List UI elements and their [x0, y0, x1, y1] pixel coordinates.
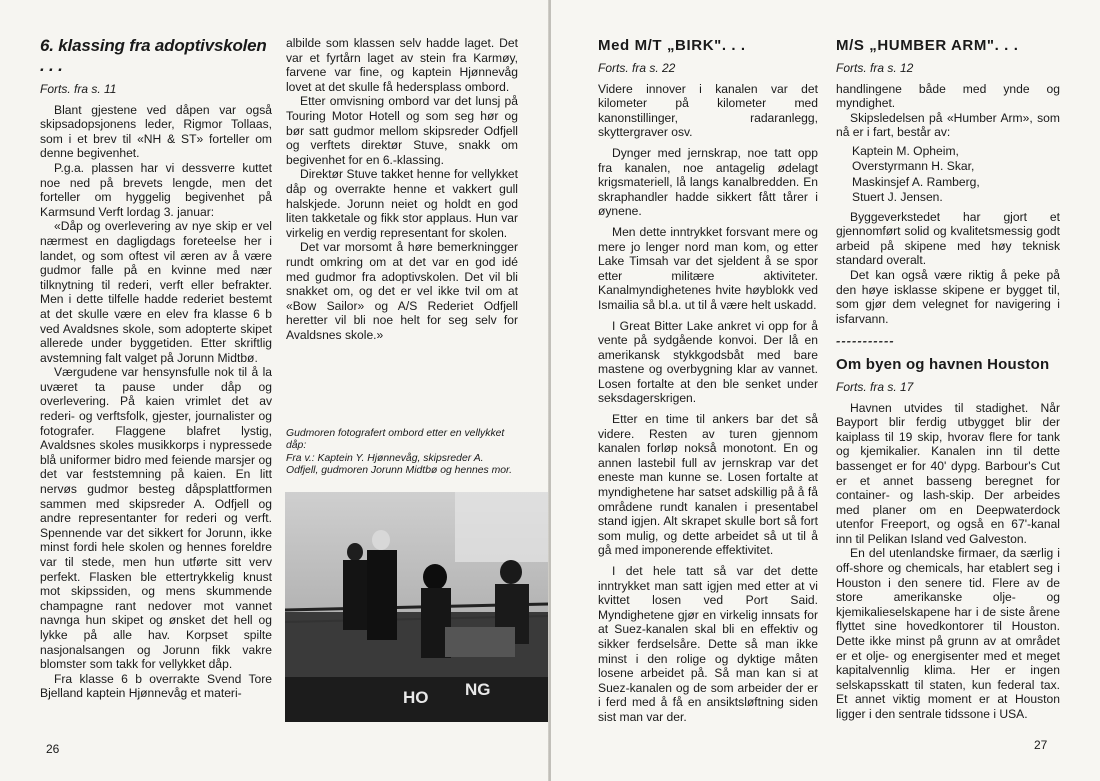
paragraph: I det hele tatt så var det dette inntrykket man satt igjen med etter at vi kvittet losen ved Port Said. Myndighetene gjør en virkelig innsats for at Suez-kanalen skal bli en effektiv og sikker ferdselsåre. Dette så man ikke minst i den rolige og dyktige måten losene arbeidet på. Så man kan si at Suez-kanalen og de som arbeider der er i ferd med å få en ansiktsløftning siden sist man var der. [598, 564, 818, 724]
crew-member: Overstyrmann H. Skar, [852, 159, 975, 174]
right-column-2 [836, 36, 1060, 722]
paragraph: handlingene både med ynde og myndighet. [836, 81, 1060, 111]
paragraph: P.g.a. plassen har vi dessverre kuttet noe ned på brevets lengde, men det forteller om hyggelig begivenhet på Karmsund Verft lordag 3. januar: [40, 160, 272, 219]
article-title: 6. klassing fra adoptivskolen . . . [40, 36, 267, 75]
page-number: 27 [1034, 738, 1048, 752]
houston-title: Om byen og havnen Houston [836, 355, 1050, 373]
hull-lettering-right: NG [465, 680, 491, 699]
paragraph: Fra klasse 6 b overrakte Svend Tore Bjelland kaptein Hjønnevåg et materi- [40, 671, 272, 701]
continued-note: Forts. fra s. 22 [598, 61, 676, 75]
paragraph: Etter omvisning ombord var det lunsj på Touring Motor Hotell og som seg hør og bør satt gudmor mellom skipsreder Odfjell og verftets direktør Stuve, snakk om begivenhet for en 6.-klassing. [286, 94, 518, 167]
continued-note: Forts. fra s. 17 [836, 379, 914, 394]
paragraph: Havnen utvides til stadighet. Når Bayport blir ferdig utbygget blir der kaiplass til 19 skip, hvorav flere for tank og kjemikalier. Kanalen inn til dette bassenget er for 40' dypg. Barbour's Cut er et annet basseng beregnet for container- og lash-skip. Der arbeides med planer om en Deepwaterdock utenfor Freeport, og også en 67'-kanal inn til Pelikan Island ved Galveston. [836, 400, 1060, 546]
paragraph: Dynger med jernskrap, noe tatt opp fra kanalen, noe antagelig ødelagt krigsmateriell, lå langs kanalbredden. En skraphandler hadde sikkert fått tårer i øynene. [598, 145, 818, 219]
quote-paragraph: «Dåp og overlevering av nye skip er vel nærmest en dagligdags foreteelse her i landet, og som oftest vil æren av å være gudmor falle på en kvinne med nær tilknytning til rederi, verft eller befrakter. Men i dette tilfelle hadde rederiet bestemt at det skulle være en elev fra klasse 6 b ved Avaldsnes skole, som adopterte skipet allerede under byggetiden. Etter skriftlig avstemning falt valget på Jorunn Midtbø. [40, 219, 272, 365]
paragraph: Byggeverkstedet har gjort et gjennomført solid og kvalitetsmessig godt arbeid på skipene med høy teknisk standard overalt. [836, 209, 1060, 268]
crew-member: Stuert J. Jensen. [852, 190, 943, 205]
left-page [0, 0, 549, 781]
continued-note: Forts. fra s. 11 [40, 82, 117, 96]
paragraph: En del utenlandske firmaer, da særlig i off-shore og chemicals, har etablert seg i Houston i den senere tid. Flere av de store amerikanske olje- og kjemikalieselskapene har i de siste årene flyttet sine hovedkontorer til Houston. Dette ikke minst på grunn av at området er et olje- og energisenter med et meget kapitalvennlig klima. Her er ingen selskapsskatt til staten, kun federal tax. Et annet viktig moment er at Houston ligger i den sentrale tidssone i USA. [836, 546, 1060, 721]
right-column-1 [598, 36, 818, 725]
photo-caption: Gudmoren fotografert ombord etter en vellykket dåp: Fra v.: Kaptein Y. Hjønnevåg, skipsreder A. Odfjell, gudmoren Jorunn Midtbø og hennes mor. [286, 428, 513, 477]
paragraph: Værgudene var hensynsfulle nok til å la uværet ta pause under dåp og overlevering. På kaien vrimlet det av rederi- og verftsfolk, gjester, journalister og fotografer. Flaggene blafret lystig, Avaldsnes skoles musikkorps i nypressede blå uniformer bidro med feiende marsjer og det var feststemning på kaien. En litt nervøs gudmor besteg dåpsplattformen sammen med skipsreder A. Odfjell og andre representanter for rederi og verft. Spennende var det sikkert for Jorunn, ikke minst fordi hele skolen og hennes foreldre var til stede, men hun utførte sitt verv perfekt. Flasken ble ettertrykkelig knust mot skipssiden, og mens skummende champagne rant nedover mot vannet navnga hun skipet og ønsket det hell og lykke på alle hav. Korpset spilte nasjonalsangen og Jorunn fikk vakre blomster som takk for vellykket dåp. [40, 365, 272, 672]
right-page [551, 0, 1100, 781]
paragraph: albilde som klassen selv hadde laget. Det var et fyrtårn laget av stein fra Karmøy, farvene var fine, og kaptein Hjønnevåg lovet at det skulle få hedersplass ombord. [286, 36, 518, 94]
paragraph: Etter en time til ankers bar det så videre. Resten av turen gjennom kanalen forløp nokså monotont. En og annen lastebil full av jernskrap var det eneste man kunne se. Losen fortalte at myndighetene har satset adskillig på å få områdene rundt kanalen i presentabel stand igjen. Alt skrapet skulle bort så fort som mulig, og dette arbeidet så ut til å gå med imponerende effektivitet. [598, 412, 818, 558]
ship-christening-photo [285, 492, 549, 722]
humber-title: M/S „HUMBER ARM". . . [836, 37, 1019, 54]
hull-lettering-left: HO [403, 688, 429, 707]
left-column-1 [40, 36, 272, 701]
paragraph: Videre innover i kanalen var det kilometer på kilometer med kanonstillinger, radaranlegg, skyttergraver osv. [598, 81, 818, 140]
paragraph: Men dette inntrykket forsvant mere og mere jo lenger nord man kom, og etter Lake Timsah var det sjeldent å se spor etter militære aktiviteter. Kanalmyndighetenes hvite høyblokk ved Ismailia så bl.a. ut til å være helt uskadd. [598, 224, 818, 312]
paragraph: Direktør Stuve takket henne for vellykket dåp og overrakte henne et vakkert gull halskjede. Jorunn neiet og holdt en god liten takketale og fikk stor applaus. Hun var virkelig en verdig representant for skolen. [286, 167, 518, 240]
section-divider: ----------- [836, 334, 895, 349]
paragraph: Blant gjestene ved dåpen var også skipsadopsjonens leder, Rigmor Tollaas, som i et brev til «NH & ST» forteller om denne begivenhet. [40, 102, 272, 161]
crew-member: Kaptein M. Opheim, [852, 143, 959, 158]
paragraph: Skipsledelsen på «Humber Arm», som nå er i fart, består av: [836, 110, 1060, 140]
paragraph: Det kan også være riktig å peke på den høye isklasse skipene er bygget til, som gjør dem velegnet for navigering i isfarvann. [836, 267, 1060, 326]
continued-note: Forts. fra s. 12 [836, 61, 914, 75]
paragraph: Det var morsomt å høre bemerkningger rundt omkring om at det var en god idé med gudmor fra adoptivskolen. Det vil bli snakket om, og det er vel ikke tvil om at «Bow Sailor» og A/S Rederiet Odfjell heretter vil bli noe helt for seg selv for Avaldsnes skole.» [286, 240, 518, 342]
birk-title: Med M/T „BIRK". . . [598, 37, 746, 54]
crew-list [836, 144, 1060, 206]
page-number: 26 [46, 742, 60, 756]
paragraph: I Great Bitter Lake ankret vi opp for å vente på sydgående konvoi. Der lå en amerikansk stykkgodsbåt med bare mastene og overbygning klar av vannet. Losen fortalte at den ble senket under seksdagerskrigen. [598, 318, 818, 406]
left-column-2 [286, 36, 518, 342]
crew-member: Maskinsjef A. Ramberg, [852, 174, 980, 189]
